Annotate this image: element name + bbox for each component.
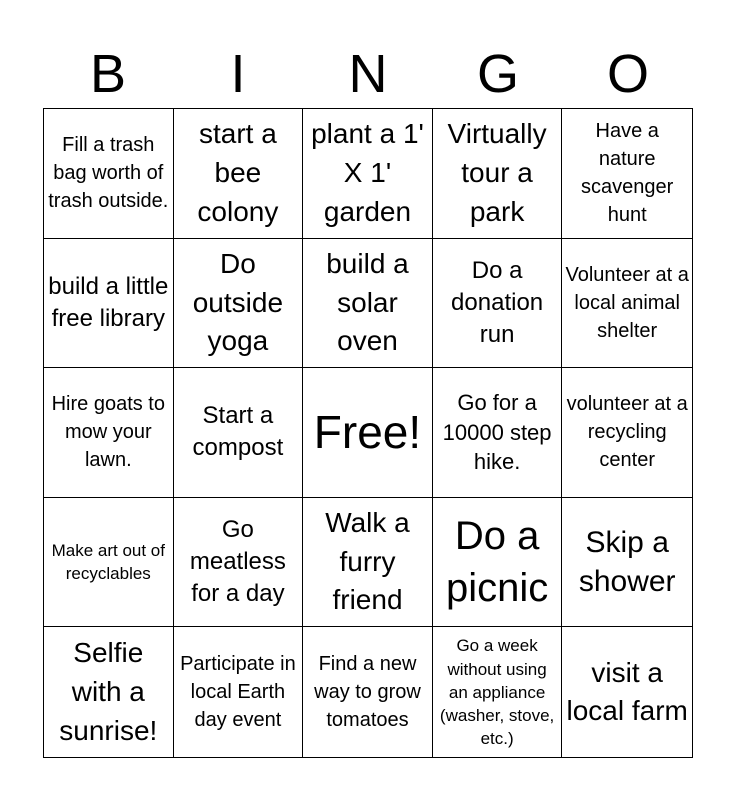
bingo-cell[interactable]: Have a nature scavenger hunt: [562, 109, 692, 239]
bingo-board: [43, 108, 693, 758]
bingo-cell[interactable]: Skip a shower: [562, 498, 692, 628]
bingo-cell[interactable]: Hire goats to mow your lawn.: [44, 368, 174, 498]
bingo-cell[interactable]: visit a local farm: [566, 656, 688, 727]
bingo-cell[interactable]: Walk a furry friend: [303, 498, 433, 628]
header-letter-o: O: [606, 44, 649, 104]
bingo-cell[interactable]: Go a week without using an appliance (washer, stove, etc.): [433, 627, 563, 757]
bingo-cell[interactable]: Virtually tour a park: [433, 109, 563, 239]
free-space-cell[interactable]: Free!: [303, 368, 433, 498]
bingo-cell[interactable]: Do a donation run: [433, 239, 563, 369]
bingo-cell[interactable]: build a solar oven: [303, 239, 433, 369]
bingo-cell[interactable]: Selfie with a sunrise!: [44, 627, 174, 757]
bingo-cell[interactable]: Fill a trash bag worth of trash outside.: [44, 109, 174, 239]
bingo-cell[interactable]: Go meatless for a day: [174, 498, 304, 628]
bingo-cell[interactable]: Volunteer at a local animal shelter: [562, 239, 692, 369]
bingo-cell[interactable]: plant a 1' X 1' garden: [303, 109, 433, 239]
header-letter-b: B: [89, 44, 127, 104]
bingo-cell[interactable]: Participate in local Earth day event: [174, 627, 304, 757]
bingo-cell[interactable]: Go for a 10000 step hike.: [433, 368, 563, 498]
header-letter-i: I: [230, 44, 246, 104]
bingo-cell[interactable]: volunteer at a recycling center: [562, 368, 692, 498]
bingo-cell[interactable]: build a little free library: [44, 239, 174, 369]
bingo-cell[interactable]: Make art out of recyclables: [44, 498, 174, 628]
bingo-cell[interactable]: Find a new way to grow tomatoes: [303, 627, 433, 757]
bingo-cell[interactable]: start a bee colony: [174, 109, 304, 239]
bingo-cell[interactable]: Do outside yoga: [174, 239, 304, 369]
header-letter-g: G: [476, 44, 519, 104]
bingo-cell[interactable]: Start a compost: [174, 368, 304, 498]
header-letter-n: N: [348, 44, 388, 104]
bingo-header: [43, 40, 693, 108]
bingo-cell[interactable]: Do a picnic: [433, 498, 563, 628]
